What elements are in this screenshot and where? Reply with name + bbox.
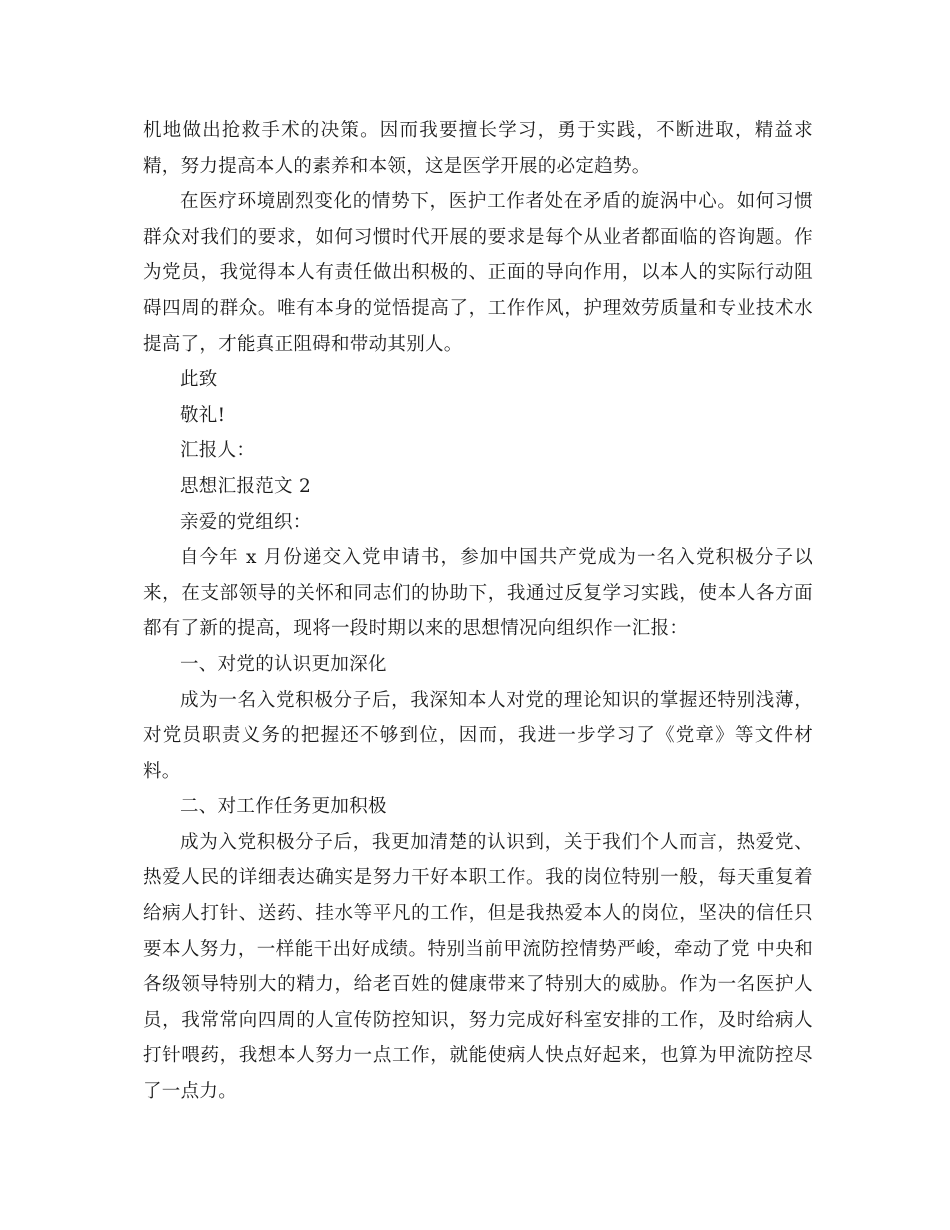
- reporter-label: 汇报人：: [180, 440, 256, 462]
- heading-one: 一、对党的认识更加深化: [180, 653, 387, 675]
- section-title: 思想汇报范文 2: [180, 475, 312, 497]
- document-body: [143, 113, 813, 1110]
- closing-regards: 敬礼!: [180, 404, 226, 426]
- heading-two: 二、对工作任务更加积极: [180, 796, 387, 818]
- greeting: 亲爱的党组织：: [180, 511, 312, 533]
- paragraph-continuation: 机地做出抢救手术的决策。因而我要擅长学习，勇于实践，不断进取，精益求精，努力提高本人的素养和本领，这是医学开展的必定趋势。: [143, 120, 813, 177]
- paragraph-work-tasks: 成为入党积极分子后，我更加清楚的认识到，关于我们个人而言，热爱党、热爱人民的详细表达确实是努力干好本职工作。我的岗位特别一般，每天重复着给病人打针、送药、挂水等平凡的工作，但是我热爱本人的岗位，坚决的信任只要本人努力，一样能干出好成绩。特别当前甲流防控情势严峻，牵动了党 中央和各级领导特别大的精力，给老百姓的健康带来了特别大的威胁。作为一名医护人员，我常常向四周的人宣传防控知识，努力完成好科室安排的工作，及时给病人打针喂药，我想本人努力一点工作，就能使病人快点好起来，也算为甲流防控尽了一点力。: [143, 831, 813, 1103]
- paragraph-understanding: 成为一名入党积极分子后，我深知本人对党的理论知识的掌握还特别浅薄，对党员职责义务的把握还不够到位，因而，我进一步学习了《党章》等文件材料。: [143, 689, 813, 782]
- paragraph-party-member-role: 在医疗环境剧烈变化的情势下，医护工作者处在矛盾的旋涡中心。如何习惯群众对我们的要求，如何习惯时代开展的要求是每个从业者都面临的咨询题。作为党员，我觉得本人有责任做出积极的、正面的导向作用，以本人的实际行动阻碍四周的群众。唯有本身的觉悟提高了，工作作风，护理效劳质量和专业技术水提高了，才能真正阻碍和带动其别人。: [143, 191, 813, 355]
- paragraph-intro: 自今年 x 月份递交入党申请书，参加中国共产党成为一名入党积极分子以来，在支部领导的关怀和同志们的协助下，我通过反复学习实践，使本人各方面都有了新的提高，现将一段时期以来的思想情况向组织作一汇报：: [143, 547, 813, 640]
- closing-salutation: 此致: [180, 369, 218, 391]
